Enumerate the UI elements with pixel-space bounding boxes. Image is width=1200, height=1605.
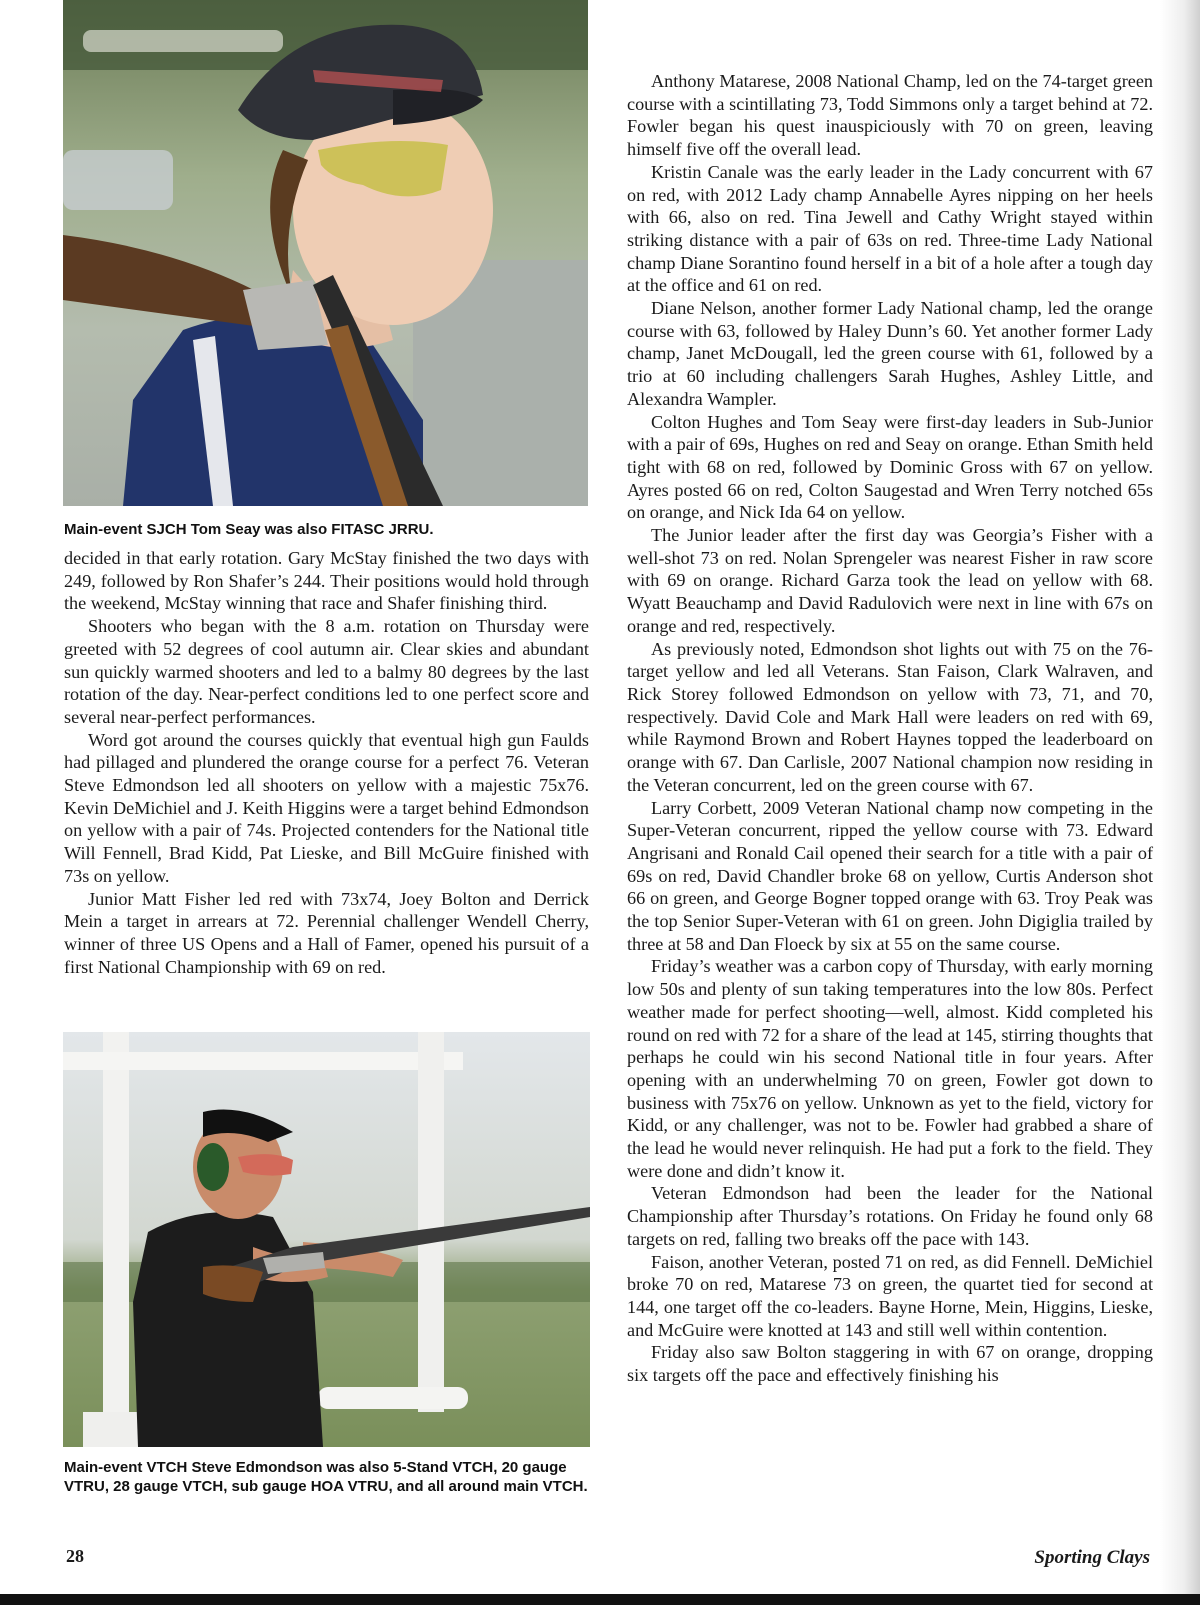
right-column-text (627, 70, 1153, 1387)
paragraph: decided in that early rotation. Gary McStay finished the two days with 249, followed by Ron Shafer’s 244. Their positions would hold through the weekend, McStay winning that race and Shafer finishing third. (64, 548, 589, 614)
paragraph: Friday also saw Bolton staggering in with 67 on orange, dropping six targets off the pace and effectively finishing his (627, 1342, 1153, 1386)
paragraph: Kristin Canale was the early leader in the Lady concurrent with 67 on red, with 2012 Lady champ Annabelle Ayres nipping on her heels with 66, also on red. Tina Jewell and Cathy Wright stayed within striking distance with a pair of 63s on red. Three-time Lady National champ Diane Sorantino found herself in a bit of a hole after a tough day at the office and 61 on red. (627, 161, 1153, 296)
paragraph: Junior Matt Fisher led red with 73x74, Joey Bolton and Derrick Mein a target in arrears at 72. Perennial challenger Wendell Cherry, winner of three US Opens and a Hall of Famer, opened his pursuit of a first National Championship with 69 on red. (64, 888, 589, 977)
paragraph: Word got around the courses quickly that eventual high gun Faulds had pillaged and plundered the orange course for a perfect 76. Veteran Steve Edmondson led all shooters on yellow with a majestic 75x76. Kevin DeMichiel and J. Keith Higgins were a target behind Edmondson on yellow with a pair of 74s. Projected contenders for the National title Will Fennell, Brad Kidd, Pat Lieske, and Bill McGuire finished with 73s on yellow. (64, 729, 589, 886)
photo-caption: Main-event VTCH Steve Edmondson was also 5-Stand VTCH, 20 gauge VTRU, 28 gauge VTCH, sub gauge HOA VTRU, and all around main VTCH. (64, 1459, 588, 1495)
photo-steve-edmondson-illustration (63, 1032, 590, 1447)
paragraph: The Junior leader after the first day was Georgia’s Fisher with a well-shot 73 on red. Nolan Sprengeler was nearest Fisher in raw score with 69 on orange. Richard Garza took the lead on yellow with 68. Wyatt Beauchamp and David Radulovich were next in line with 67s on orange and red, respectively. (627, 525, 1153, 636)
photo-caption: Main-event SJCH Tom Seay was also FITASC JRRU. (64, 521, 434, 538)
photo-tom-seay (63, 0, 588, 506)
paragraph: Veteran Edmondson had been the leader for the National Championship after Thursday’s rotations. On Friday he found only 68 targets on red, falling two breaks off the pace with 143. (627, 1183, 1153, 1249)
photo-tom-seay-illustration (63, 0, 588, 506)
paragraph: Anthony Matarese, 2008 National Champ, led on the 74-target green course with a scintillating 73, Todd Simmons only a target behind at 72. Fowler began his quest inauspiciously with 70 on green, leaving himself five off the overall lead. (627, 71, 1153, 160)
magazine-name: Sporting Clays (1034, 1547, 1150, 1568)
paragraph: Diane Nelson, another former Lady National champ, led the orange course with 63, followed by Haley Dunn’s 60. Yet another former Lady champ, Janet McDougall, led the green course with 61, followed by a trio at 60 including challengers Sarah Hughes, Ashley Little, and Alexandra Wampler. (627, 298, 1153, 409)
paragraph: Colton Hughes and Tom Seay were first-day leaders in Sub-Junior with a pair of 69s, Hughes on red and Seay on orange. Ethan Smith held tight with 68 on red, followed by Dominic Gross with 67 on yellow. Ayres posted 66 on red, Colton Saugestad and Wren Terry notched 65s on orange, and Nick Ida 64 on yellow. (627, 411, 1153, 523)
page-bottom-edge (0, 1594, 1200, 1605)
paragraph: Shooters who began with the 8 a.m. rotation on Thursday were greeted with 52 degrees of cool autumn air. Clear skies and abundant sun quickly warmed shooters and led to a balmy 80 degrees by the last rotation of the day. Near-perfect conditions led to one perfect score and several near-perfect performances. (64, 616, 589, 727)
left-column-text (64, 547, 589, 978)
photo-steve-edmondson (63, 1032, 590, 1447)
paragraph: Friday’s weather was a carbon copy of Thursday, with early morning low 50s and plenty of sun taking temperatures into the low 80s. Perfect weather made for perfect shooting—well, almost. Kidd completed his round on red with 72 for a share of the lead at 145, stirring thoughts that perhaps he could win his second National title in four years. After opening with an underwhelming 70 on green, Fowler got down to business with 75x76 on yellow. Unknown as yet to the field, victory for Kidd, or any challenger, was not to be. Fowler had grabbed a share of the lead he would never relinquish. He had put a fork to the field. They were done and didn’t know it. (627, 956, 1153, 1181)
paragraph: Larry Corbett, 2009 Veteran National champ now competing in the Super-Veteran concurrent, ripped the yellow course with 73. Edward Angrisani and Ronald Cail opened their search for a title with a pair of 69s on red, David Chandler broke 68 on yellow, Curtis Anderson shot 66 on green, and George Bogner topped orange with 63. Troy Peak was the top Senior Super-Veteran with 61 on green. John Digiglia trailed by three at 58 and Dan Floeck by six at 55 on the same course. (627, 797, 1153, 954)
paragraph: As previously noted, Edmondson shot lights out with 75 on the 76-target yellow and led all Veterans. Stan Faison, Clark Walraven, and Rick Storey followed Edmondson on yellow with 73, 71, and 70, respectively. David Cole and Mark Hall were leaders on red with 69, while Raymond Brown and Robert Haynes topped the leaderboard on orange with 67. Dan Carlisle, 2007 National champion now residing in the Veteran concurrent, led on the green course with 67. (627, 638, 1153, 795)
paragraph: Faison, another Veteran, posted 71 on red, as did Fennell. DeMichiel broke 70 on red, Matarese 73 on green, the quartet tied for second at 144, one target off the co-leaders. Bayne Horne, Mein, Higgins, Lieske, and McGuire were knotted at 143 and still well within contention. (627, 1251, 1153, 1340)
page-edge-shadow (1160, 0, 1200, 1605)
page-number: 28 (66, 1546, 84, 1566)
